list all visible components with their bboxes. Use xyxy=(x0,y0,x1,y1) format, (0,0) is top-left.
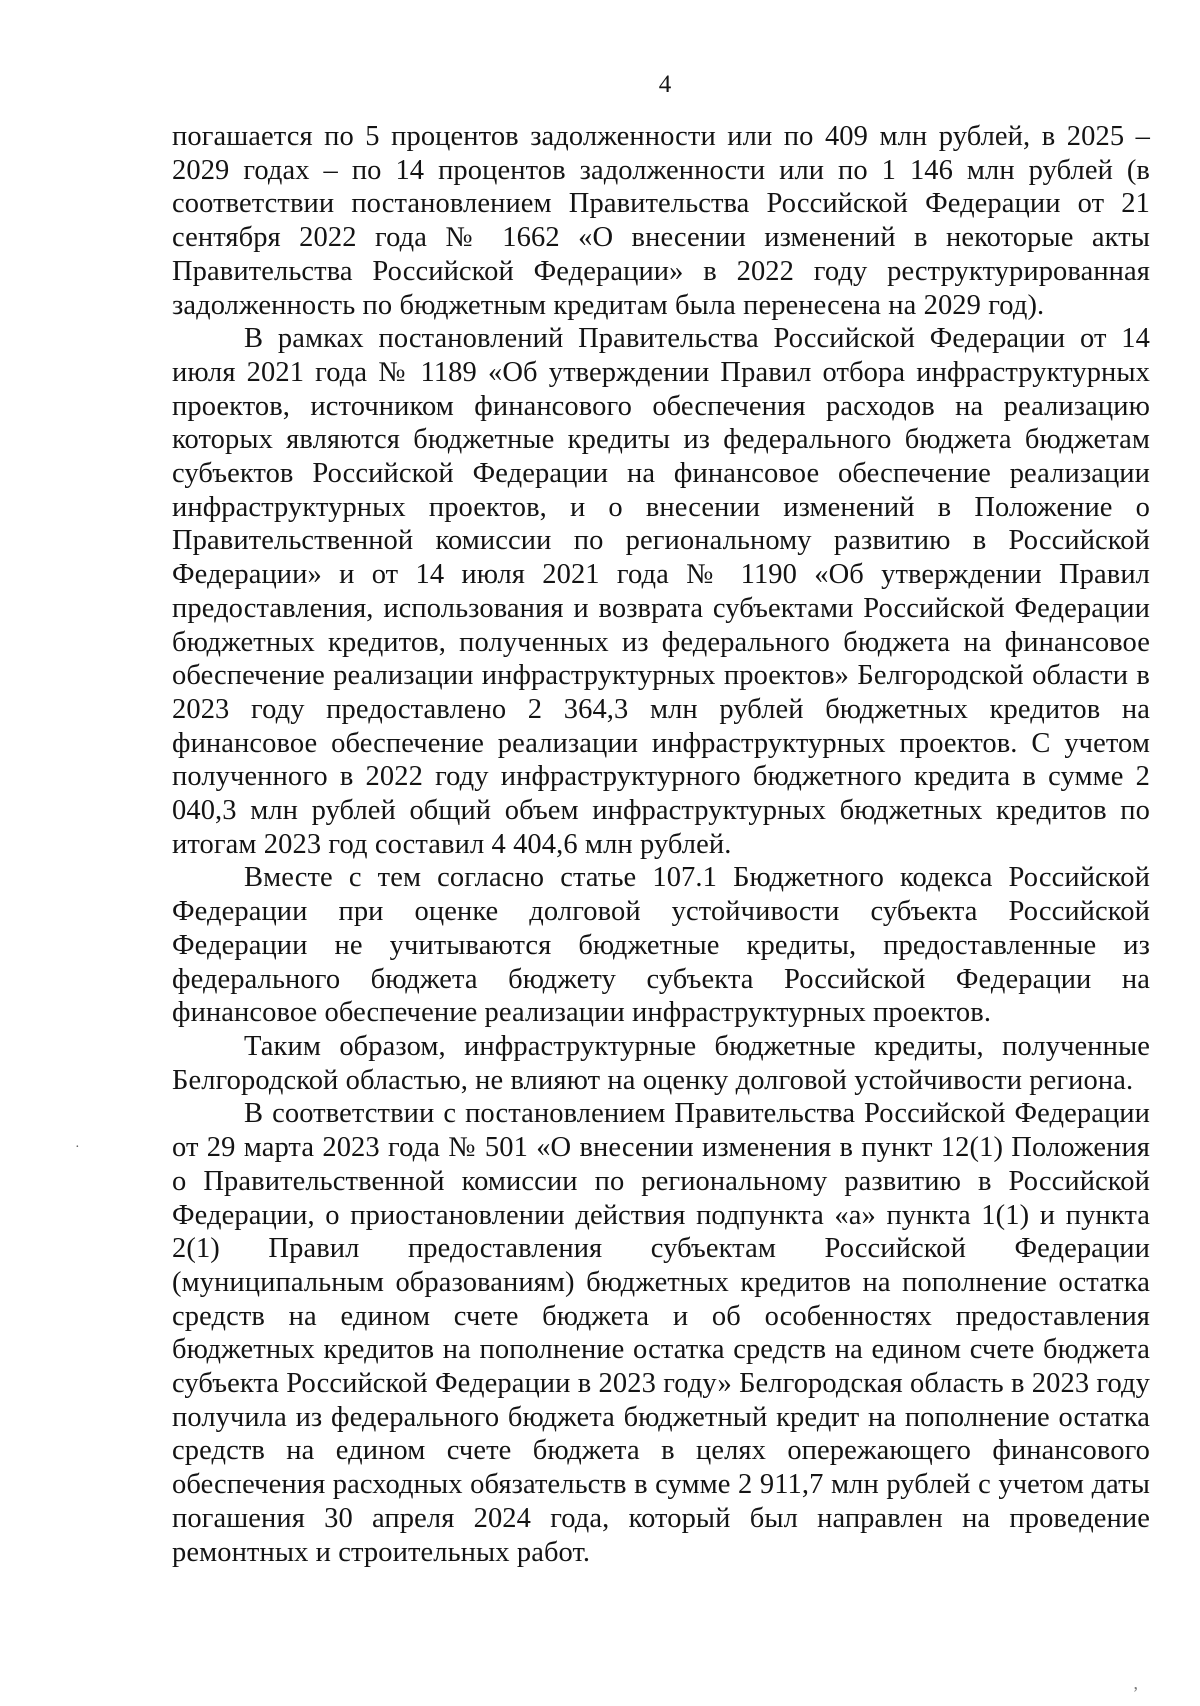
document-body xyxy=(172,120,1150,1569)
page-number: 4 xyxy=(658,71,672,98)
paragraph-budget-code: Вместе с тем согласно статье 107.1 Бюджетного кодекса Российской Федерации при оценке долговой устойчивости субъекта Российской Федерации не учитываются бюджетные кредиты, предоставленные из федерального бюджета бюджету субъекта Российской Федерации на финансовое обеспечение реализации инфраструктурных проектов. xyxy=(172,862,1150,1029)
paragraph-resolution-501: В соответствии с постановлением Правительства Российской Федерации от 29 марта 2023 года № 501 «О внесении изменения в пункт 12(1) Положения о Правительственной комиссии по региональному развитию в Российской Федерации, о приостановлении действия подпункта «а» пункта 1(1) и пункта 2(1) Правил предоставления субъектам Российской Федерации (муниципальным образованиям) бюджетных кредитов на пополнение остатка средств на едином счете бюджета и об особенностях предоставления бюджетных кредитов на пополнение остатка средств на едином счете бюджета субъекта Российской Федерации в 2023 году» Белгородская область в 2023 году получила из федерального бюджета бюджетный кредит на пополнение остатка средств на едином счете бюджета в целях опережающего финансового обеспечения расходных обязательств в сумме 2 911,7 млн рублей с учетом даты погашения 30 апреля 2024 года, который был направлен на проведение ремонтных и строительных работ. xyxy=(172,1098,1150,1568)
paragraph-continuation: погашается по 5 процентов задолженности или по 409 млн рублей, в 2025 – 2029 годах – по 14 процентов задолженности или по 1 146 млн рублей (в соответствии постановлением Правительства Российской Федерации от 21 сентября 2022 года № 1662 «О внесении изменений в некоторые акты Правительства Российской Федерации» в 2022 году реструктурированная задолженность по бюджетным кредитам была перенесена на 2029 год). xyxy=(172,121,1150,321)
paragraph-conclusion: Таким образом, инфраструктурные бюджетные кредиты, полученные Белгородской областью, не влияют на оценку долговой устойчивости региона. xyxy=(172,1030,1150,1096)
paragraph-infrastructure-credits: В рамках постановлений Правительства Российской Федерации от 14 июля 2021 года № 1189 «Об утверждении Правил отбора инфраструктурных проектов, источником финансового обеспечения расходов на реализацию которых являются бюджетные кредиты из федерального бюджета бюджетам субъектов Российской Федерации на финансовое обеспечение реализации инфраструктурных проектов, и о внесении изменений в Положение о Правительственной комиссии по региональному развитию в Российской Федерации» и от 14 июля 2021 года № 1190 «Об утверждении Правил предоставления, использования и возврата субъектами Российской Федерации бюджетных кредитов, полученных из федерального бюджета на финансовое обеспечение реализации инфраструктурных проектов» Белгородской области в 2023 году предоставлено 2 364,3 млн рублей бюджетных кредитов на финансовое обеспечение реализации инфраструктурных проектов. С учетом полученного в 2022 году инфраструктурного бюджетного кредита в сумме 2 040,3 млн рублей общий объем инфраструктурных бюджетных кредитов по итогам 2023 год составил 4 404,6 млн рублей. xyxy=(172,323,1150,860)
scan-dot-mark: · xyxy=(75,1140,80,1155)
scan-corner-mark: , xyxy=(1133,1673,1138,1693)
